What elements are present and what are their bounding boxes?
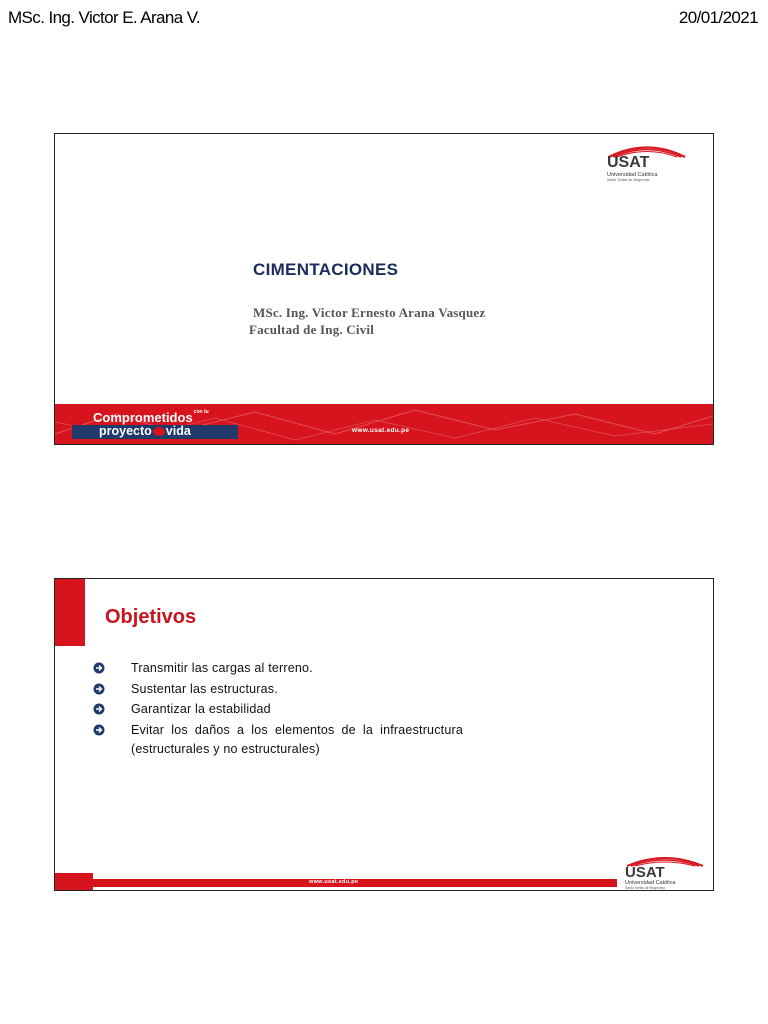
circled-arrow-right-icon [93, 724, 105, 736]
tagline-line1: Comprometidoscon tu [93, 409, 209, 425]
header-author: MSc. Ing. Victor E. Arana V. [8, 8, 201, 27]
list-item: Transmitir las cargas al terreno. [93, 659, 463, 678]
tagline-line2: proyecto vida [99, 424, 191, 438]
usat-logo-name: USAT [625, 864, 665, 881]
usat-logo [625, 855, 705, 891]
slide-title-text: CIMENTACIONES [253, 260, 399, 279]
usat-logo-subtitle2: Santo Toribio de Mogrovejo [625, 886, 666, 890]
usat-logo-name: USAT [607, 154, 650, 171]
usat-logo-subtitle: Universidad Católica [625, 880, 676, 886]
slide-objectives [54, 578, 714, 891]
objectives-list [93, 659, 463, 760]
usat-logo-subtitle2: Santo Toribio de Mogrovejo [607, 178, 650, 182]
circled-arrow-right-icon [93, 683, 105, 695]
list-item: Garantizar la estabilidad [93, 700, 463, 719]
accent-bar [55, 579, 85, 646]
footer-url[interactable]: www.usat.edu.pe [352, 427, 410, 434]
slide-title [54, 133, 714, 445]
slide-author: MSc. Ing. Victor Ernesto Arana Vasquez [253, 305, 486, 320]
slide-heading: Objetivos [105, 606, 197, 628]
circled-arrow-right-icon [93, 703, 105, 715]
footer-band [55, 404, 713, 444]
usat-logo-subtitle: Universidad Católica [607, 172, 658, 178]
list-item: Sustentar las estructuras. [93, 680, 463, 699]
usat-logo [607, 144, 687, 184]
tagline-badge-icon [153, 427, 165, 436]
list-item: Evitar los daños a los elementos de la infraestructura (estructurales y no estructurales) [93, 721, 463, 759]
header-date: 20/01/2021 [678, 8, 758, 27]
circled-arrow-right-icon [93, 662, 105, 674]
footer-url[interactable]: www.usat.edu.pe [309, 879, 359, 885]
slide-faculty: Facultad de Ing. Civil [249, 322, 375, 337]
footer-accent [55, 873, 93, 890]
